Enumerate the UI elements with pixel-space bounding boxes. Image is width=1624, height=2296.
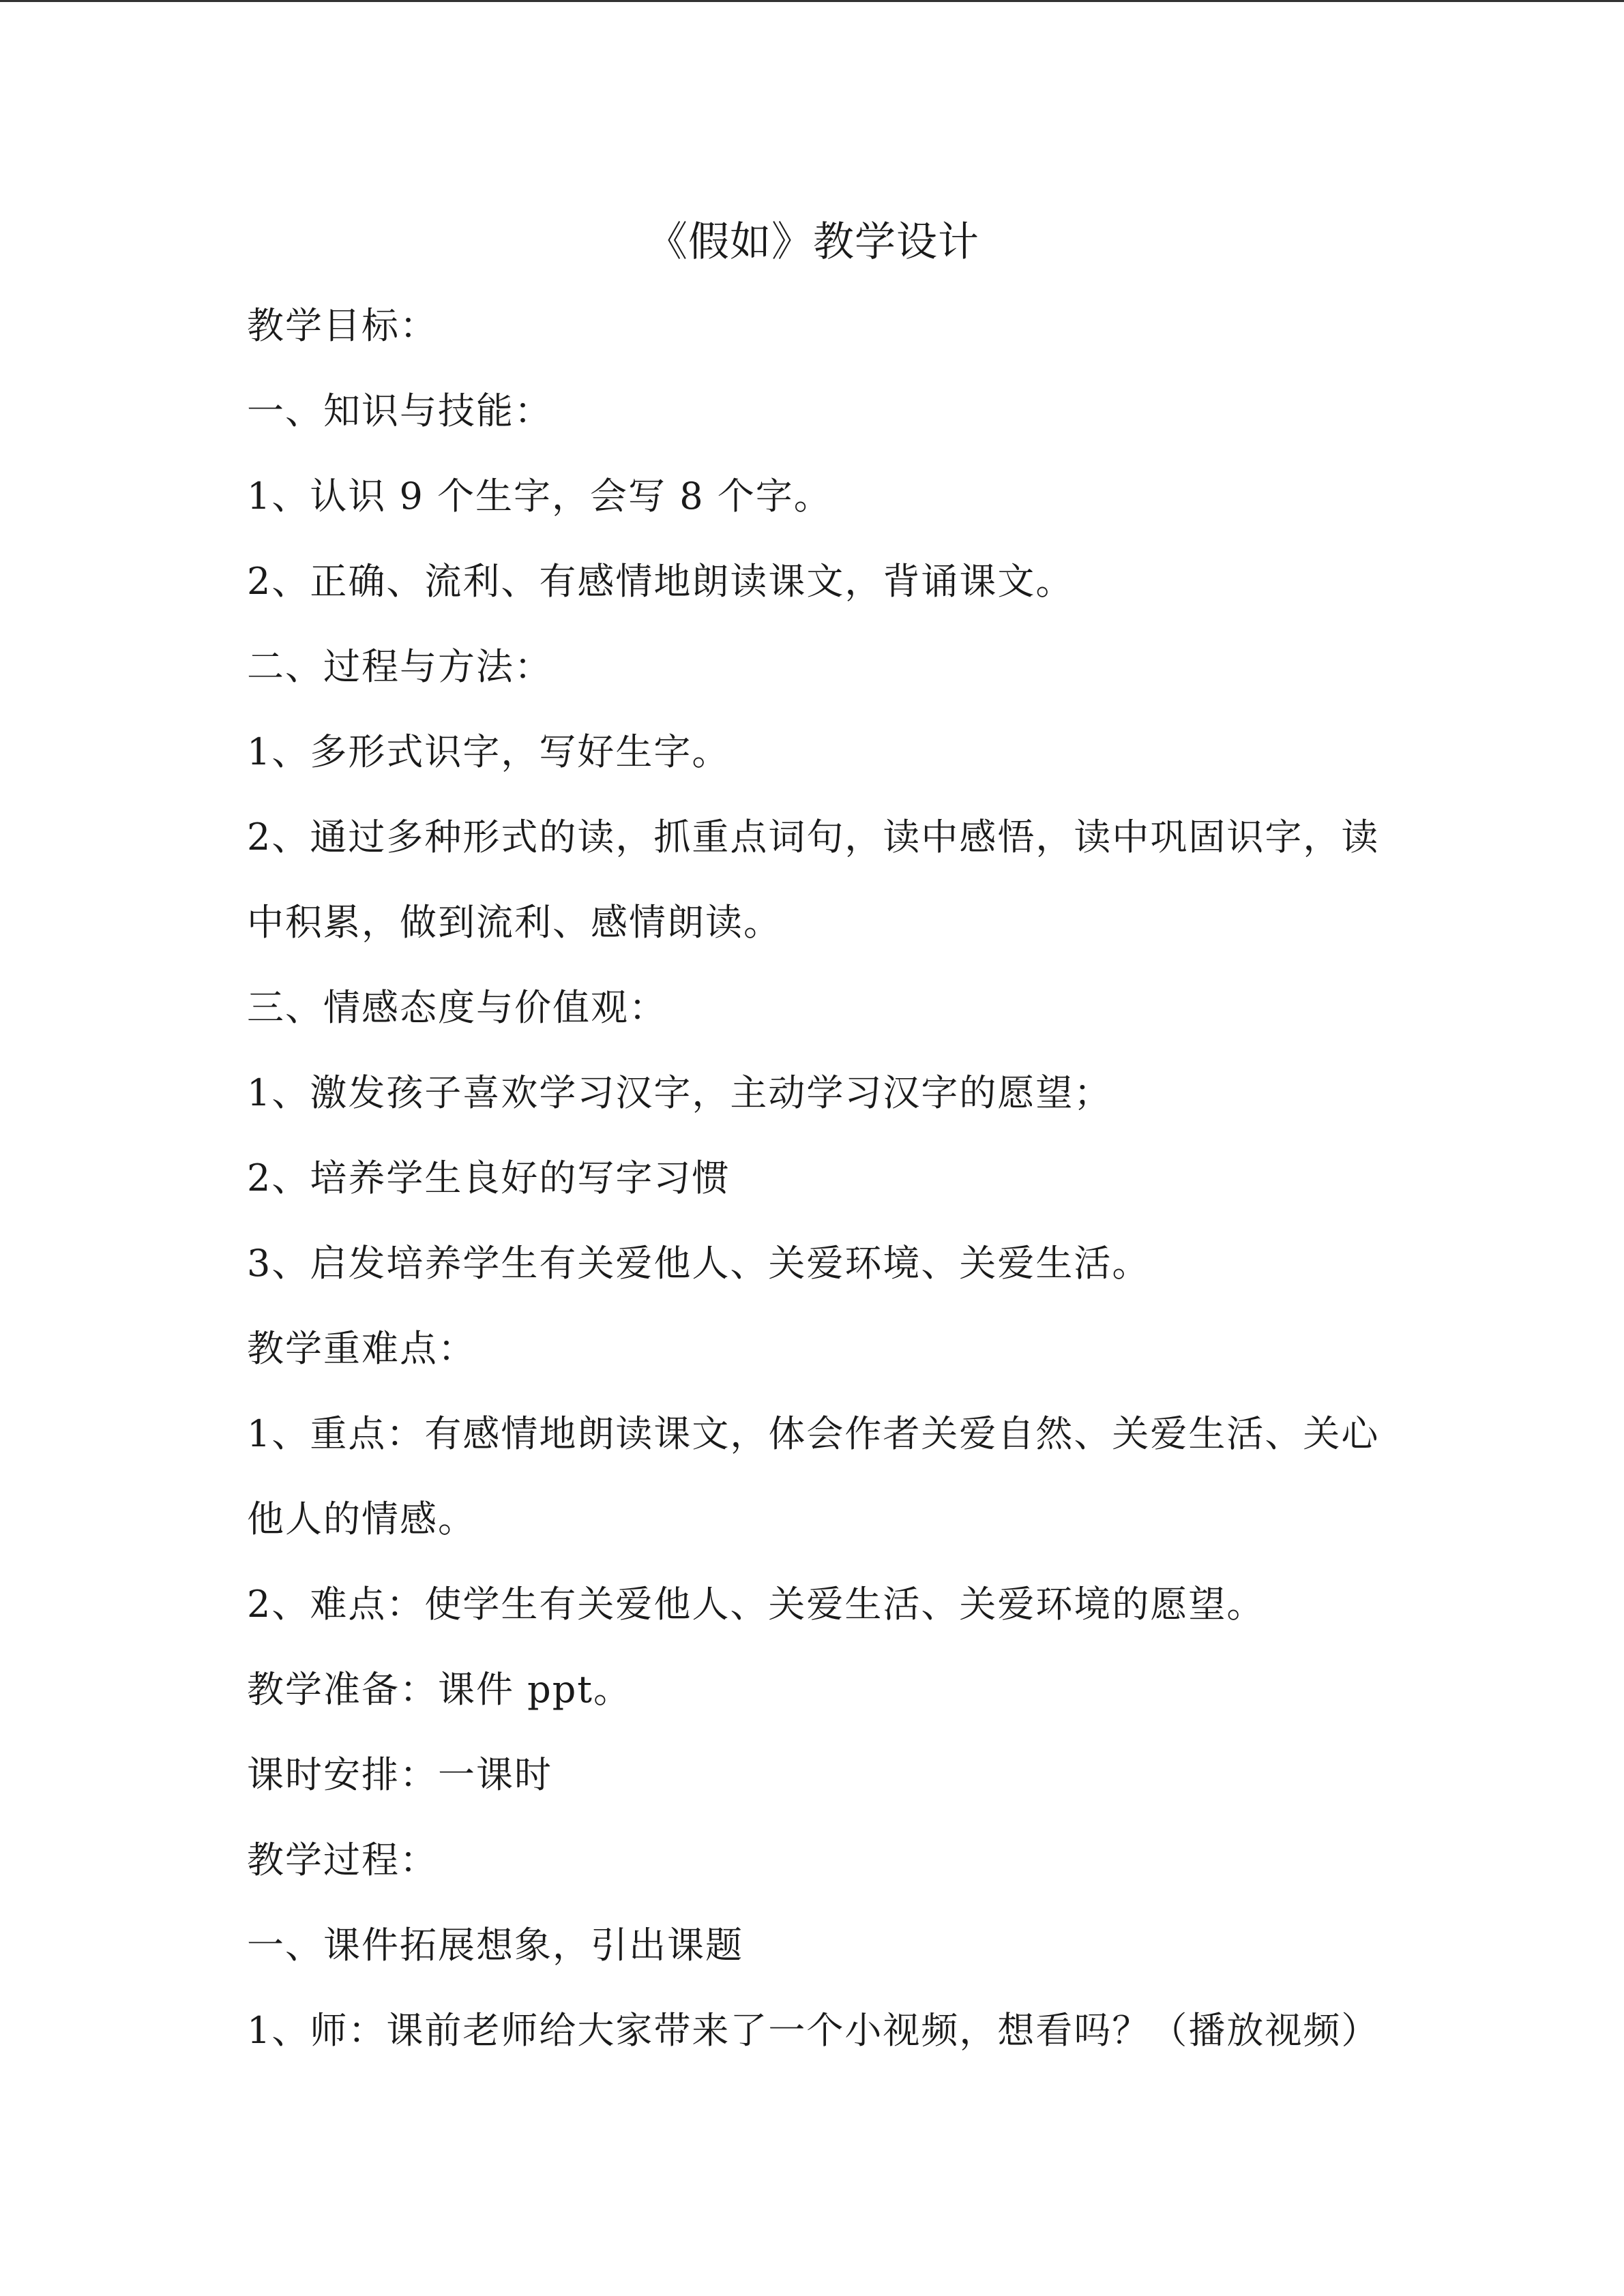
body-line-continuation: 中积累，做到流利、感情朗读。 [247, 901, 782, 944]
body-line: 1、认识 9 个生字，会写 8 个字。 [247, 475, 832, 518]
section-heading-process: 教学过程： [247, 1838, 438, 1881]
document-body [247, 283, 1379, 2073]
body-line: 1、师：课前老师给大家带来了一个小视频，想看吗？（播放视频） [247, 2009, 1380, 2052]
section-heading-schedule: 课时安排：一课时 [247, 1753, 552, 1796]
body-line: 2、正确、流利、有感情地朗读课文，背诵课文。 [247, 560, 1074, 603]
subheading-process-methods: 二、过程与方法： [247, 645, 552, 688]
body-line-continuation: 他人的情感。 [247, 1497, 476, 1540]
body-line: 3、启发培养学生有关爱他人、关爱环境、关爱生活。 [247, 1242, 1151, 1285]
body-line: 2、通过多种形式的读，抓重点词句，读中感悟，读中巩固识字，读 [247, 816, 1380, 859]
document-page [247, 205, 1379, 2073]
body-line: 2、培养学生良好的写字习惯 [247, 1157, 730, 1199]
section-heading-objectives: 教学目标： [247, 304, 438, 347]
section-heading-key-points: 教学重难点： [247, 1327, 476, 1370]
body-line: 1、多形式识字，写好生字。 [247, 730, 730, 773]
body-line: 1、激发孩子喜欢学习汉字，主动学习汉字的愿望； [247, 1071, 1112, 1114]
document-title: 《假如》教学设计 [647, 218, 979, 266]
page-top-border [0, 0, 1624, 2]
subheading-knowledge-skills: 一、知识与技能： [247, 389, 552, 432]
body-line: 1、重点：有感情地朗读课文，体会作者关爱自然、关爱生活、关心 [247, 1412, 1380, 1455]
subheading-intro: 一、课件拓展想象，引出课题 [247, 1924, 743, 1967]
body-line: 2、难点：使学生有关爱他人、关爱生活、关爱环境的愿望。 [247, 1583, 1265, 1626]
section-heading-preparation: 教学准备：课件 ppt。 [247, 1668, 632, 1711]
subheading-emotion-values: 三、情感态度与价值观： [247, 986, 667, 1029]
